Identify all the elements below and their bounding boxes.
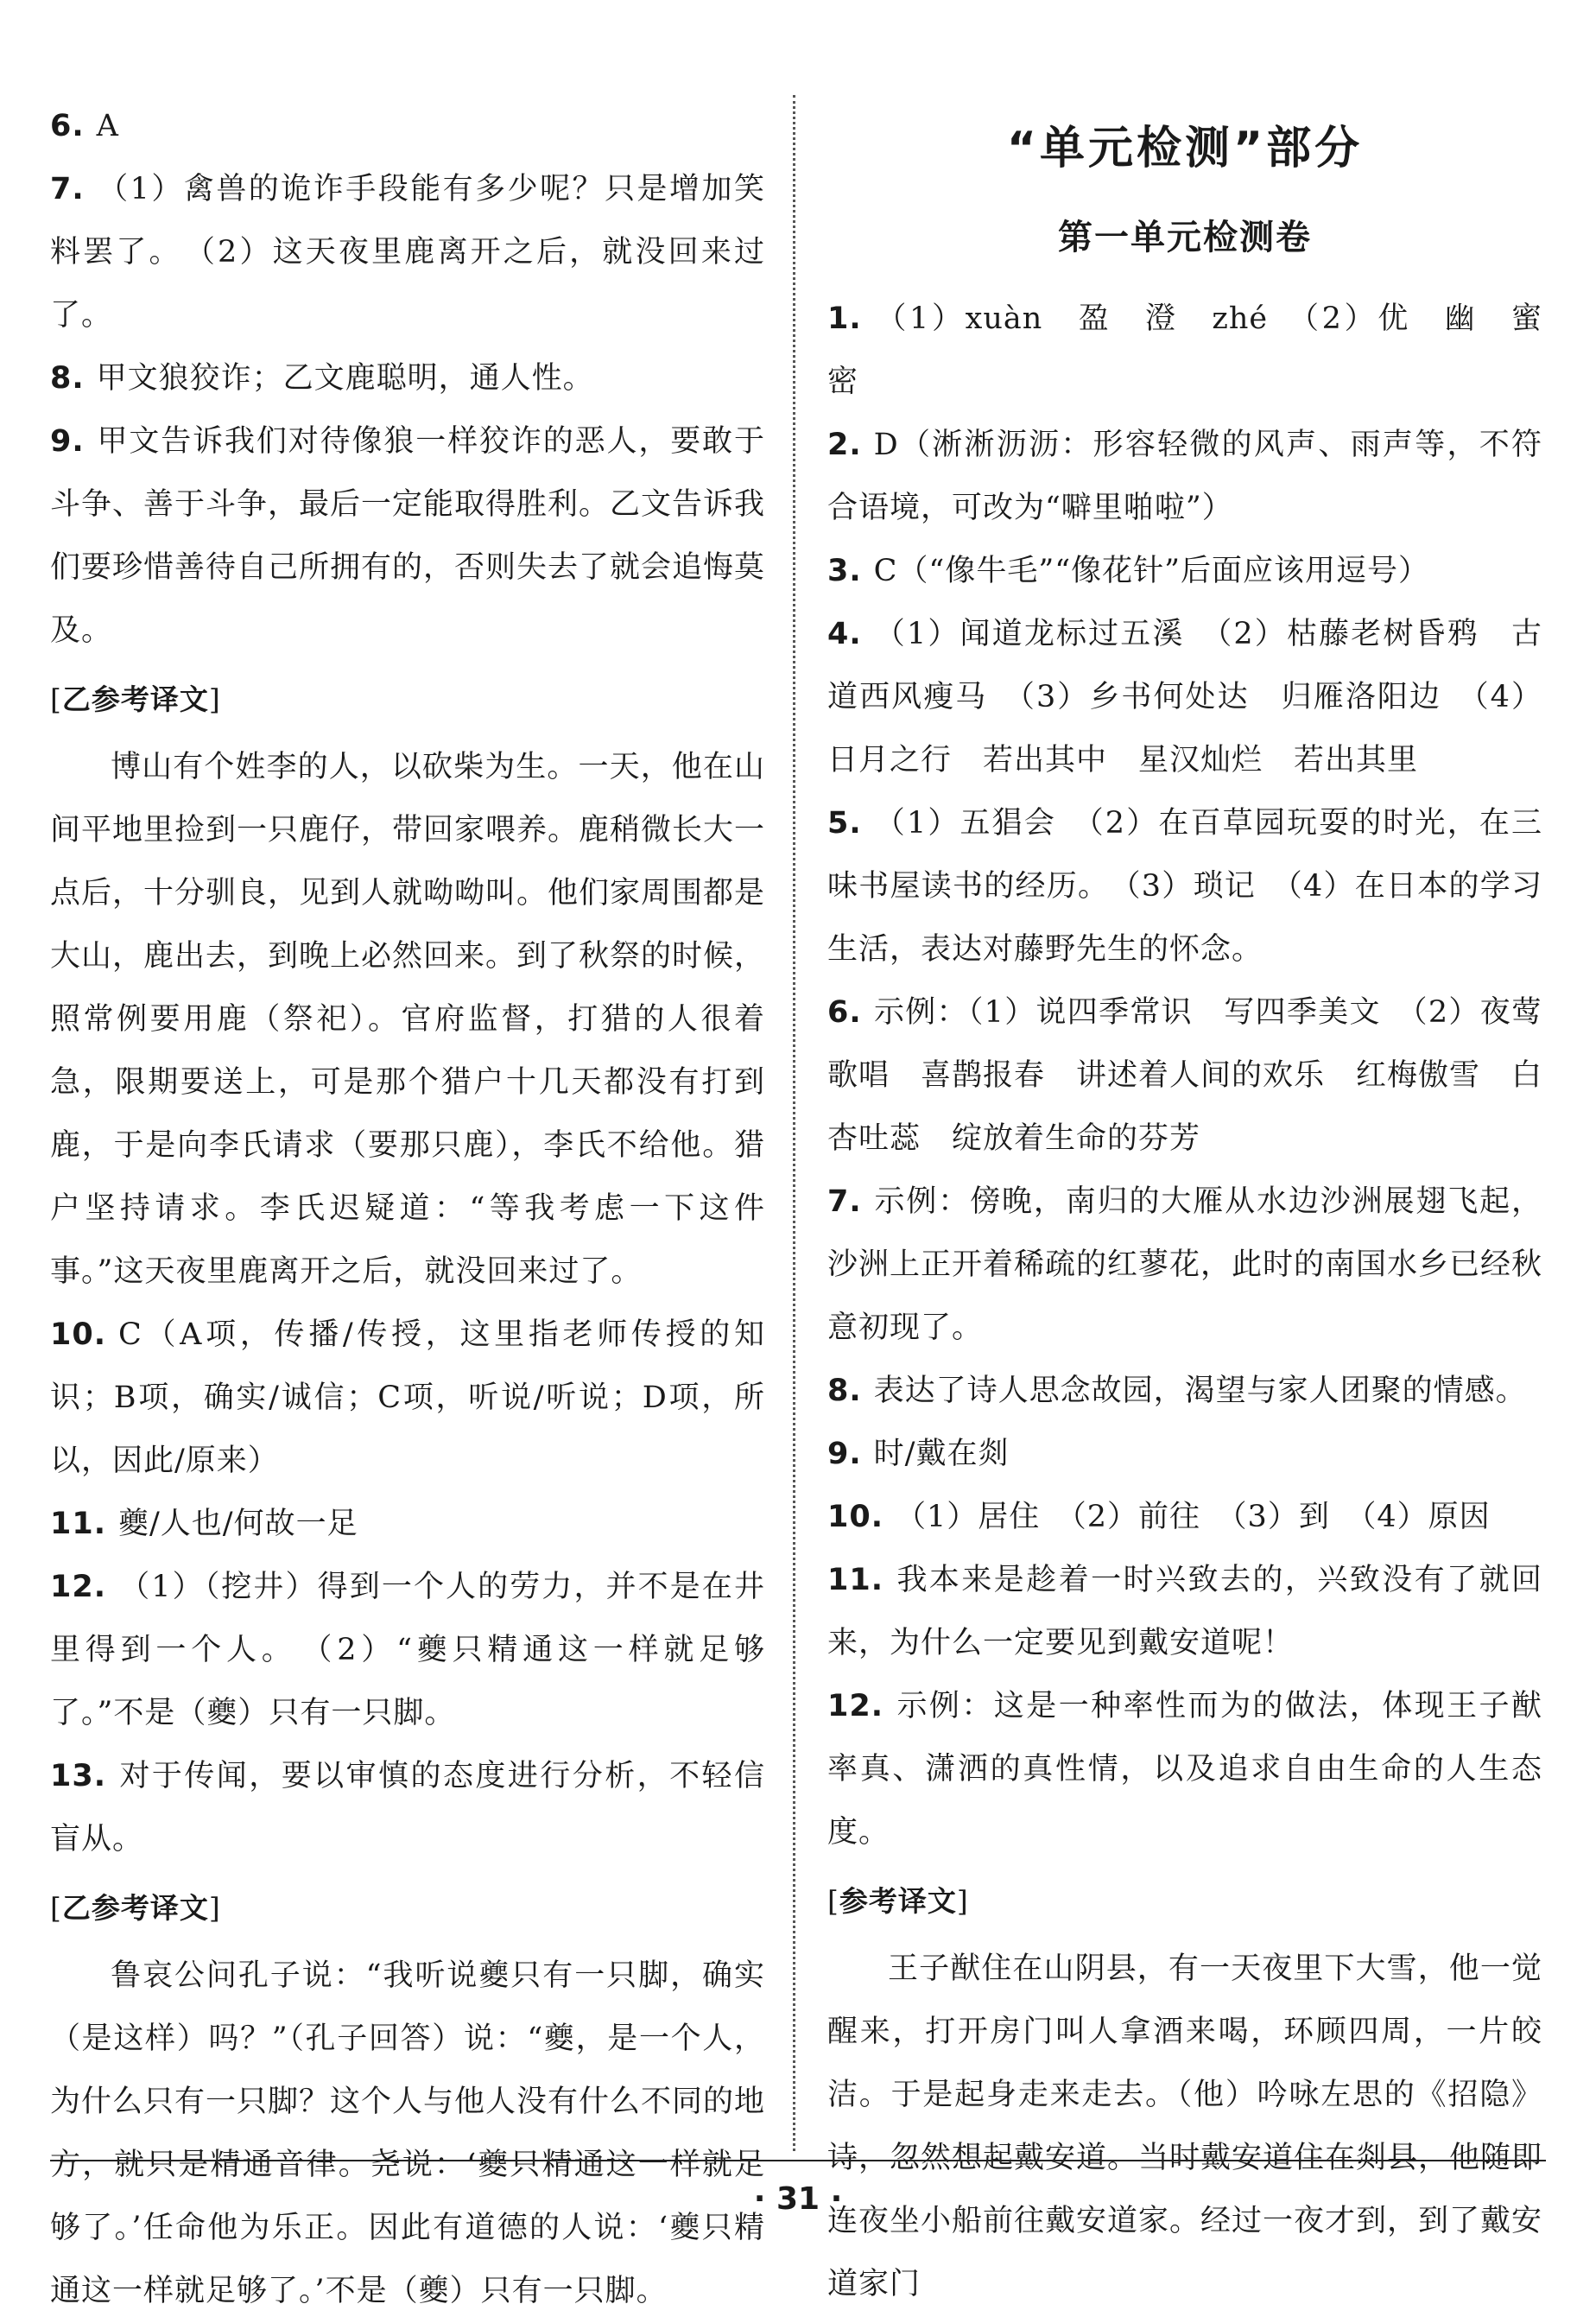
translation-passage: 博山有个姓李的人，以砍柴为生。一天，他在山间平地里捡到一只鹿仔，带回家喂养。鹿稍微长大一点后，十分驯良，见到人就呦呦叫。他们家周围都是大山，鹿出去，到晚上必然回来。到了秋祭的时候，照常例要用鹿（祭祀）。官府监督，打猎的人很着急，限期要送上，可是那个猎户十几天都没有打到鹿，于是向李氏请求（要那只鹿），李氏不给他。猎户坚持请求。李氏迟疑道：“等我考虑一下这件事。”这天夜里鹿离开之后，就没回来过了。 [50,750,766,1289]
translation-label: [参考译文] [827,1884,969,1918]
translation-passage: 王子猷住在山阴县，有一天夜里下大雪，他一觉醒来，打开房门叫人拿酒来喝，环顾四周，一片皎洁。于是起身走来走去。（他）吟咏左思的《招隐》诗，忽然想起戴安道。当时戴安道住在剡县，他随即连夜坐小船前往戴安道家。经过一夜才到，到了戴安道家门 [827,1952,1543,2301]
answer-item: 5. （1）五猖会 （2）在百草园玩耍的时光，在三味书屋读书的经历。 （3）琐记 （4）在日本的学习生活，表达对藤野先生的怀念。 [827,806,1542,967]
column-divider [793,95,795,2151]
answer-item: 9. 时/戴在剡 [827,1437,1010,1471]
left-column [50,95,765,2323]
translation-label: [乙参考译文] [50,682,221,716]
footer-rule [50,2160,1546,2161]
part-title: “单元检测”部分 [1006,123,1364,175]
unit-title: 第一单元检测卷 [1058,218,1312,257]
answer-item: 7. （1）禽兽的诡诈手段能有多少呢？只是增加笑料罢了。 （2）这天夜里鹿离开之后，就没回来过了。 [50,172,765,333]
answer-item: 12. 示例：这是一种率性而为的做法，体现王子猷率真、潇洒的真性情，以及追求自由生命的人生态度。 [827,1689,1542,1850]
answer-item: 13. 对于传闻，要以审慎的态度进行分析，不轻信盲从。 [50,1759,765,1856]
answer-item: 1. （1）xuàn 盈 澄 zhé （2）优 幽 蜜 密 [827,301,1574,399]
answer-item: 11. 我本来是趁着一时兴致去的，兴致没有了就回来，为什么一定要见到戴安道呢！ [827,1563,1542,1660]
answer-item: 2. D（淅淅沥沥：形容轻微的风声、雨声等，不符合语境，可改为“噼里啪啦”） [827,428,1542,525]
answer-item: 7. 示例：傍晚，南归的大雁从水边沙洲展翅飞起，沙洲上正开着稀疏的红蓼花，此时的南国水乡已经秋意初现了。 [827,1184,1543,1345]
translation-passage: 鲁哀公问孔子说：“我听说夔只有一只脚，确实（是这样）吗？”（孔子回答）说：“夔，是一个人，为什么只有一只脚？这个人与他人没有什么不同的地方，就只是精通音律。尧说：‘夔只精通这一样就足够了。’任命他为乐正。因此有道德的人说：‘夔只精通这一样就足够了。’不是（夔）只有一只脚。 [50,1958,766,2308]
answer-item: 12. （1）（挖井）得到一个人的劳力，并不是在井里得到一个人。 （2）“夔只精通这一样就足够了。”不是（夔）只有一只脚。 [50,1570,765,1730]
answer-item: 6. 示例：（1）说四季常识 写四季美文 （2）夜莺歌唱 喜鹊报春 讲述着人间的欢乐 红梅傲雪 白杏吐蕊 绽放着生命的芬芳 [827,995,1543,1156]
answer-item: 9. 甲文告诉我们对待像狼一样狡诈的恶人，要敢于斗争、善于斗争，最后一定能取得胜利。乙文告诉我们要珍惜善待自己所拥有的，否则失去了就会追悔莫及。 [50,424,766,648]
right-column [827,108,1574,2316]
answer-item: 10. （1）居住 （2）前往 （3）到 （4）原因 [827,1500,1491,1534]
answer-item: 3. C（“像牛毛”“像花针”后面应该用逗号） [827,554,1430,588]
answer-item: 4. （1）闻道龙标过五溪 （2）枯藤老树昏鸦 古道西风瘦马 （3）乡书何处达 归雁洛阳边 （4）日月之行 若出其中 星汉灿烂 若出其里 [827,617,1542,778]
answer-item: 10. C（A项，传播/传授，这里指老师传授的知识；B项，确实/诚信；C项，听说/听说；D项，所以，因此/原来） [50,1317,765,1478]
answer-item: 6. A [50,109,119,143]
page-number: · 31 · [753,2181,843,2217]
answer-item: 8. 表达了诗人思念故园，渴望与家人团聚的情感。 [827,1374,1527,1408]
answer-item: 8. 甲文狼狡诈；乙文鹿聪明，通人性。 [50,361,594,396]
answer-item: 11. 夔/人也/何故一足 [50,1507,358,1541]
translation-label: [乙参考译文] [50,1891,221,1925]
